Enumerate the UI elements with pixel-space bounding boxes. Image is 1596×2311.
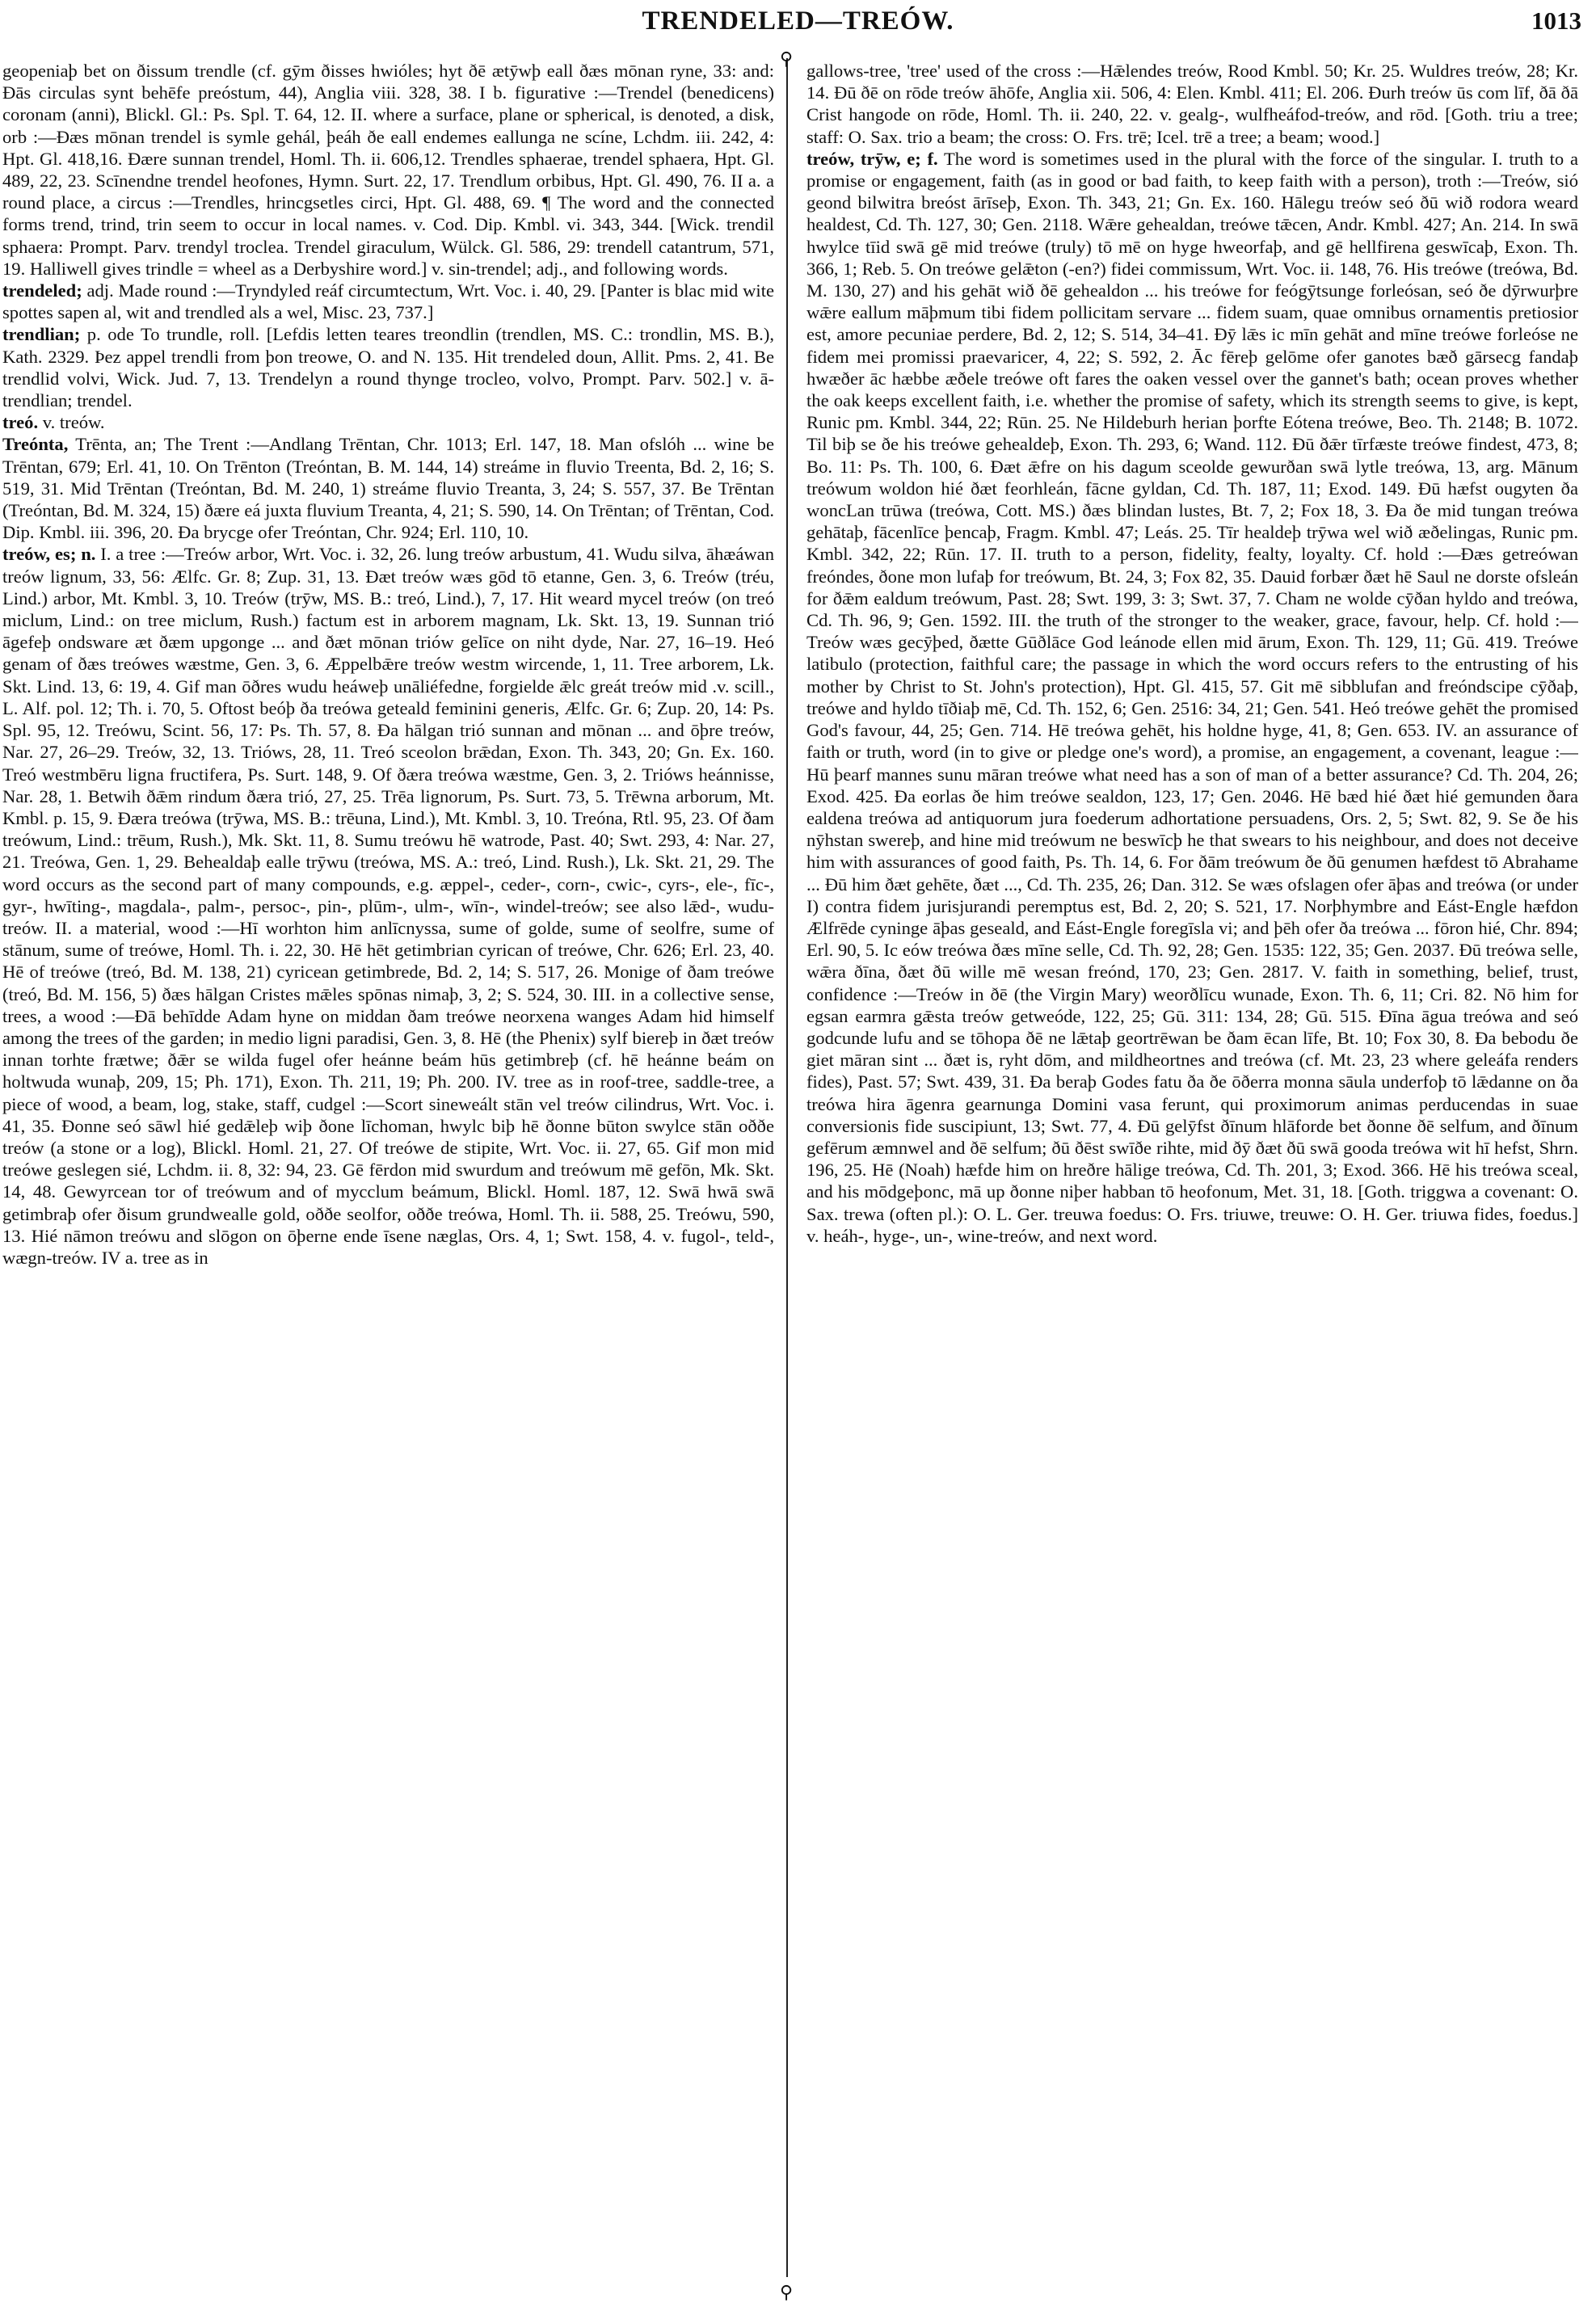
entry-text: geopeniaþ bet on ðissum trendle (cf. gȳm ðisses hwióles; hyt ðē ætȳwþ eall ðæs mōnan ryne, 33: and: Ðās circulas synt behēfe preóstum, 44), Anglia viii. 328, 38. I b. figurative :—Trendel (benedicens) coronam (anni), Blickl. Gl.: Ps. Spl. T. 64, 12. II. where a surface, plane or spherical, is denoted, a disk, orb :—Ðæs mōnan trendel is symle gehál, þeáh ðe eall endemes eallunga ne scíne, Lchdm. iii. 242, 4: Hpt. Gl. 418,16. Ðære sunnan trendel, Homl. Th. ii. 606,12. Trendles sphaerae, trendel sphaera, Hpt. Gl. 489, 22, 23. Scīnendne trendel heofones, Hymn. Surt. 22, 17. Trendlum orbibus, Hpt. Gl. 490, 76. II a. a round place, a circus :—Trendles, hrincgsetles circi, Hpt. Gl. 488, 69. ¶ The word and the connected forms trend, trind, trin seem to occur in local names. v. Cod. Dip. Kmbl. vi. 343, 344. [Wick. trendil sphaera: Prompt. Parv. trendyl troclea. Trendel giraculum, Wülck. Gl. 586, 29: trendell catantrum, 571, 19. Halliwell gives trindle = wheel as a Derbyshire word.] v. sin-trendel; adj., and following words. (2, 61, 774, 279)
dictionary-entry (2, 60, 774, 280)
entry-text: v. treów. (42, 412, 105, 433)
entry-text: adj. Made round :—Tryndyled reáf circumtectum, Wrt. Voc. i. 40, 29. [Panter is blac mid wite spottes sapen al, wit and trendled als a wel, Misc. 23, 737.] (2, 280, 774, 323)
right-column (806, 60, 1578, 2302)
entry-headword: treów, es; n. (2, 544, 96, 565)
entry-text: I. a tree :—Treów arbor, Wrt. Voc. i. 32, 26. lung treów arbustum, 41. Wudu silva, āhæáwan treów lignum, 33, 56: Ælfc. Gr. 8; Zup. 31, 13. Ðæt treów wæs gōd tō etanne, Gen. 3, 6. Treów (tréu, Lind.) arbor, Mt. Kmbl. 3, 10. Treów (trȳw, MS. B.: treó, Lind.), 7, 17. Hit weard mycel treów (on treó miclum, Lind.: on tree miclum, Rush.) factum est in arborem magnam, Lk. Skt. 13, 19. Sunnan trió āgefeþ ondsware æt ðæm upgonge ... and ðæt mōnan triów gelīce on niht dyde, Nar. 27, 16–19. Heó genam of ðæs treówes wæstme, Gen. 3, 6. Æppelbǣre treów westm wircende, 1, 11. Tree arborem, Lk. Skt. Lind. 13, 6: 19, 4. Gif man ōðres wudu heáweþ unāliéfedne, forgielde ǣlc greát treów mid .v. scill., L. Alf. pol. 12; Th. i. 70, 5. Oftost beóþ ða treówa geteald feminini generis, Ælfc. Gr. 6; Zup. 20, 14: Ps. Spl. 95, 12. Treówu, Scint. 56, 17: Ps. Th. 57, 8. Ða hālgan trió sunnan and mōnan ... and ōþre treów, Nar. 27, 26–29. Treów, 32, 13. Trióws, 28, 11. Treó sceolon brǣdan, Exon. Th. 343, 20; Gn. Ex. 160. Treó westmbēru ligna fructifera, Ps. Surt. 148, 9. Of ðæra treówa wæstme, Gen. 3, 2. Trióws heánnisse, Nar. 28, 1. Betwih ðǣm rindum ðæra trió, 27, 25. Trēa lignorum, Ps. Surt. 73, 5. Trēwna arborum, Mt. Kmbl. p. 15, 9. Ðæra treówa (trȳwa, MS. B.: trēuna, Lind.), Mt. Kmbl. 3, 10. Treóna, Rtl. 95, 23. Of ðam treówum, Lind.: trēum, Rush.), Mk. Skt. 11, 8. Sumu treówu hē watrode, Past. 40; Swt. 293, 4: Nar. 27, 21. Treówa, Gen. 1, 29. Behealdaþ ealle trȳwu (treówa, MS. A.: treó, Lind. Rush.), Lk. Skt. 21, 29. The word occurs as the second part of many compounds, e.g. æppel-, ceder-, corn-, cwic-, cyrs-, ele-, fīc-, gyr-, hwīting-, magdala-, palm-, persoc-, pin-, plūm-, ulm-, wīn-, windel-treów; see also lǣd-, wudu-treów. II. a material, wood :—Hī worhton him anlīcnyssa, sume of golde, sume of seolfre, sume of stānum, sume of treówe, Homl. Th. i. 22, 30. Hē hēt getimbrian cyrican of treówe, Chr. 626; Erl. 23, 40. Hē of treówe (treó, Bd. M. 138, 21) cyricean getimbrede, Bd. 2, 14; S. 517, 26. Monige of ðam treówe (treó, Bd. M. 156, 5) ðæs hālgan Cristes mǣles spōnas nimaþ, 3, 2; S. 524, 30. III. in a collective sense, trees, a wood :—Ðā behīdde Adam hyne on middan ðam treówe neorxena wanges Adam hid himself among the trees of the garden; in medio ligni paradisi, Gen. 3, 8. Hē (the Phenix) sylf biereþ in ðæt treów innan torhte frætwe; ðǣr se wilda fugel ofer heánne beám hūs getimbreþ (cf. hē heánne beám on holtwuda wunaþ, 209, 15; Ph. 171), Exon. Th. 211, 19; Ph. 200. IV. tree as in roof-tree, saddle-tree, a piece of wood, a beam, log, stake, staff, cudgel :—Scort sineweált stān vel treów cilindrus, Wrt. Voc. i. 41, 35. Ðonne seó sāwl hié gedǣleþ wiþ ðone līchoman, hwylc biþ hē ðonne būton swylce stān oððe treów (a stone or a log), Blickl. Homl. 21, 27. Of treówe de stipite, Wrt. Voc. ii. 27, 65. Gif mon mid treówe geslegen sié, Lchdm. ii. 8, 32: 94, 23. Gē fērdon mid swurdum and treówum mē gefōn, Mk. Skt. 14, 48. Gewyrcean tor of treówum and of mycclum beámum, Blickl. Homl. 187, 12. Swā hwā swā getimbraþ ofer ðisum grundwealle gold, oððe seolfor, oððe treówa, Homl. Th. ii. 588, 25. Treówu, 590, 13. Hié nāmon treówu and slōgon on ōþerne ende īsene næglas, Ors. 4, 1; Swt. 158, 4. v. fugol-, teld-, wægn-treów. IV a. tree as in (2, 544, 774, 1268)
entry-headword: trendlian; (2, 324, 81, 345)
entry-headword: treó. (2, 412, 39, 433)
entry-text: Trēnta, an; The Trent :—Andlang Trēntan, Chr. 1013; Erl. 147, 18. Man ofslóh ... wine be Trēntan, 679; Erl. 41, 10. On Trēnton (Treóntan, B. M. 144, 14) streáme in fluvio Treenta, Bd. 2, 16; S. 519, 31. Mid Trēntan (Treóntan, Bd. M. 240, 1) streáme fluvio Treanta, 3, 24; S. 557, 37. Be Trēntan (Treóntan, Bd. M. 324, 15) ðære eá juxta fluvium Treanta, 4, 21; S. 590, 14. On Trēntan; of Trēntan, Cod. Dip. Kmbl. iii. 396, 20. Ða brycge ofer Treóntan, Chr. 924; Erl. 110, 10. (2, 434, 774, 543)
divider-ornament-bottom-icon: ⚲ (779, 2282, 794, 2302)
entry-text: p. ode To trundle, roll. [Lefdis letten teares treondlin (trendlen, MS. C.: trondlin, MS. B.), Kath. 2329. Þez appel trendli from þon treowe, O. and N. 135. Hit trendeled doun, Allit. Pms. 2, 41. Be trendlid volvi, Wick. Jud. 7, 13. Trendelyn a round thynge trocleo, volvo, Prompt. Parv. 502.] v. ā-trendlian; trendel. (2, 324, 774, 411)
dictionary-entry (2, 280, 774, 323)
entry-text: The word is sometimes used in the plural with the force of the singular. I. truth to a promise or engagement, faith (as in good or bad faith, to keep faith with a person), troth :—Treów, sió geond bilwitra breóst ārīseþ, Exon. Th. 343, 21; Gn. Ex. 160. Hālegu treów seó ðū wið rodora weard healdest, Cd. Th. 127, 30; Gen. 2118. Wǣre gehealdan, treówe tǣcen, Andr. Kmbl. 427; An. 214. In swā hwylce tīid swā gē mid treówe (truly) tō mē on hyge hweorfaþ, and gē hellfirena geswīcaþ, Exon. Th. 366, 1; Reb. 5. On treówe gelǣton (-en?) fidei commissum, Wrt. Voc. ii. 148, 76. His treówe (treówa, Bd. M. 130, 27) and his gehāt wið ðē gehealdon ... his treówe for feógȳtsunge forleósan, seó ðe dȳrwurþre wǣre eallum māþmum tibi fidem pollicitam servare ... fidem suam, quae omnibus ornamentis pretiosior est, amore pecuniae perdere, Bd. 2, 12; S. 514, 34–41. Ðȳ lǣs ic mīn gehāt and mīne treówe forleóse ne fidem mei promissi praevaricer, 4, 22; S. 592, 2. Āc fēreþ gelōme ofer ganotes bæð gārsecg fandaþ hwæðer āc hæbbe æðele treówe oft fares the oaken vessel over the gannet's bath; ocean proves whether the oak keeps excellent faith, i.e. whether the promise of safety, which its strength seems to give, is kept, Runic pm. Kmbl. 344, 22; Rūn. 25. Ne Hildeburh herian þorfte Eótena treówe, Beo. Th. 2148; B. 1072. Til biþ se ðe his treówe gehealdeþ, Exon. Th. 293, 6; Wand. 112. Ðū ðǣr tīrfæste treówe findest, 473, 8; Bo. 11: Ps. Th. 100, 6. Ðæt ǣfre on his dagum sceolde gewurðan swā lytle treówa, 13, arg. Mānum treówum woldon hié ðæt feorhleán, fācne gyldan, Cd. Th. 187, 11; Exod. 149. Ðū hæfst ougyten ða woncLan trūwa (treówa, Cott. MS.) ðæs blindan lustes, Bt. 7, 2; Fox 18, 3. Ða ðe mid tungan treówa gehātaþ, fācenlīce þencaþ, Fragm. Kmbl. 47; Leás. 25. Tīr healdeþ trȳwa wel wið æðelingas, Runic pm. Kmbl. 342, 22; Rūn. 17. II. truth to a person, fidelity, fealty, loyalty. Cf. hold :—Ðæs getreówan freóndes, ðone mon lufaþ for treówum, Bt. 24, 3; Fox 82, 35. Dauid forbær ðæt hē Saul ne dorste ofsleán for ðǣm ealdum treówum, Past. 28; Swt. 199, 3: 3; Swt. 37, 7. Cham ne wolde cȳðan hyldo and treówa, Cd. Th. 96, 9; Gen. 1592. III. the truth of the stronger to the weaker, grace, favour, help. Cf. hold :—Treów wæs gecȳþed, ðætte Gūðlāce God leánode ellen mid ārum, Exon. Th. 129, 11; Gū. 419. Treówe latibulo (protection, faithful care; the passage in which the word occurs refers to the entrusting of his mother by Christ to St. John's protection), Hpt. Gl. 415, 57. Git mē sibblufan and freóndscipe cȳðaþ, treówe and hyldo tīðiaþ mē, Cd. Th. 152, 6; Gen. 2516: 34, 21; Gen. 541. Heó treówe gehēt the promised God's favour, 44, 25; Gen. 714. Hē treówa gehēt, his holdne hyge, 41, 8; Gen. 653. IV. an assurance of faith or truth, word (in to give or pledge one's word), a promise, an engagement, a covenant, league :—Hū þearf mannes sunu māran treówe what need has a son of man of a better assurance? Cd. Th. 204, 26; Exod. 425. Ða eorlas ðe him treówe sealdon, 123, 17; Gen. 2046. Hē bæd hié ðæt hié gemunden ðara ealdena treówa ad antiquorum jura foederum adhortatione persuadens, Ors. 2, 5; Swt. 82, 9. Se ðe his nȳhstan swereþ, and hine mid treówum ne beswīcþ he that swears to his neighbour, and does not deceive him with assurances of good faith, Ps. Th. 14, 6. For ðām treówum ðe ðū genumen hæfdest tō Abrahame ... Ðū him ðæt gehēte, ðæt ..., Cd. Th. 235, 26; Dan. 312. Se wæs ofslagen ofer āþas and treówa (or under I) contra fidem jurisjurandi peremptus est, Bd. 2, 20; S. 521, 17. Norþhymbre and Eást-Engle hæfdon Ælfrēde cyninge āþas geseald, and Eást-Engle foregīsla vi; and þēh ofer ða treówa ... fōron hié, Chr. 894; Erl. 90, 5. Ic eów treówa ðæs mīne selle, Cd. Th. 92, 28; Gen. 1535: 122, 35; Gen. 2037. Ðū treówa selle, wǣra ðīna, ðæt ðū wille mē wesan freónd, 170, 23; Gen. 2817. V. faith in something, belief, trust, confidence :—Treów in ðē (the Virgin Mary) weorðlīcu wunade, Exon. Th. 6, 11; Cri. 82. Nō him for egsan earmra gǣsta treów getweóde, 122, 25; Gū. 311: 134, 28; Gū. 515. Ðīna āgua treówa and seó godcunde lufu and se tōhopa ðē ne lǣtaþ geortrēwan be ðam ēcan līfe, Bt. 10; Fox 30, 8. Ða bebodu ðe giet māran sint ... ðæt is, ryht dōm, and mildheortnes and treówa (cf. Mt. 23, 23 where geleáfa renders fides), Past. 57; Swt. 439, 31. Ða beraþ Godes fatu ða ðe ōðerra monna sāula underfoþ tō lǣdanne on ða treówa hira āgenra gearnunga Domini vasa ferunt, qui proximorum animas perducendas in suae conversionis fide suscipiunt, 13; Swt. 77, 4. Ðū gelȳfst ðīnum hlāforde bet ðonne ðē selfum, and ðīnum gefērum æmnwel and ðē selfum; ðū ðēst swīðe rihte, mid ðȳ ðæt ðū swā gooda treówa wit hī hefst, Shrn. 196, 25. Hē (Noah) hæfde him on hreðre hālige treówa, Cd. Th. 201, 3; Exod. 366. Hē his treówa sceal, and his mōdgeþonc, mā up ðonne niþer habban tō heofonum, Met. 31, 18. [Goth. triggwa a covenant: O. Sax. trewa (often pl.): O. L. Ger. treuwa foedus: O. Frs. triuwe, treuwe: O. H. Ger. triuwa fides, foedus.] v. heáh-, hyge-, un-, wine-treów, and next word. (806, 148, 1578, 1246)
divider-ornament-top-icon: ⚲ (779, 48, 794, 69)
page-title: TRENDELED—TREÓW. (642, 6, 954, 36)
dictionary-entry (806, 60, 1578, 148)
dictionary-entry (2, 323, 774, 411)
entry-headword: Treónta, (2, 434, 69, 455)
left-column (2, 60, 774, 2302)
page-header (0, 0, 1596, 45)
dictionary-entry (2, 543, 774, 1269)
dictionary-entry (2, 433, 774, 543)
dictionary-entry (2, 411, 774, 433)
page-number: 1013 (1531, 6, 1581, 35)
dictionary-entry (806, 148, 1578, 1247)
entry-headword: treów, trȳw, e; f. (806, 148, 938, 169)
column-divider (786, 58, 788, 2277)
entry-text: gallows-tree, 'tree' used of the cross :—Hǣlendes treów, Rood Kmbl. 50; Kr. 25. Wuldres treów, 28; Kr. 14. Ðū ðē on rōde treów āhōfe, Anglia xii. 506, 4: Elen. Kmbl. 411; El. 206. Ðurh treów ūs com līf, ðā ðā Crist hangode on rōde, Homl. Th. ii. 240, 22. v. gealg-, wulfheáfod-treów, and rōd. [Goth. triu a tree; staff: O. Sax. trio a beam; the cross: O. Frs. trē; Icel. trē a tree; a beam; wood.] (806, 61, 1578, 147)
entry-headword: trendeled; (2, 280, 82, 301)
